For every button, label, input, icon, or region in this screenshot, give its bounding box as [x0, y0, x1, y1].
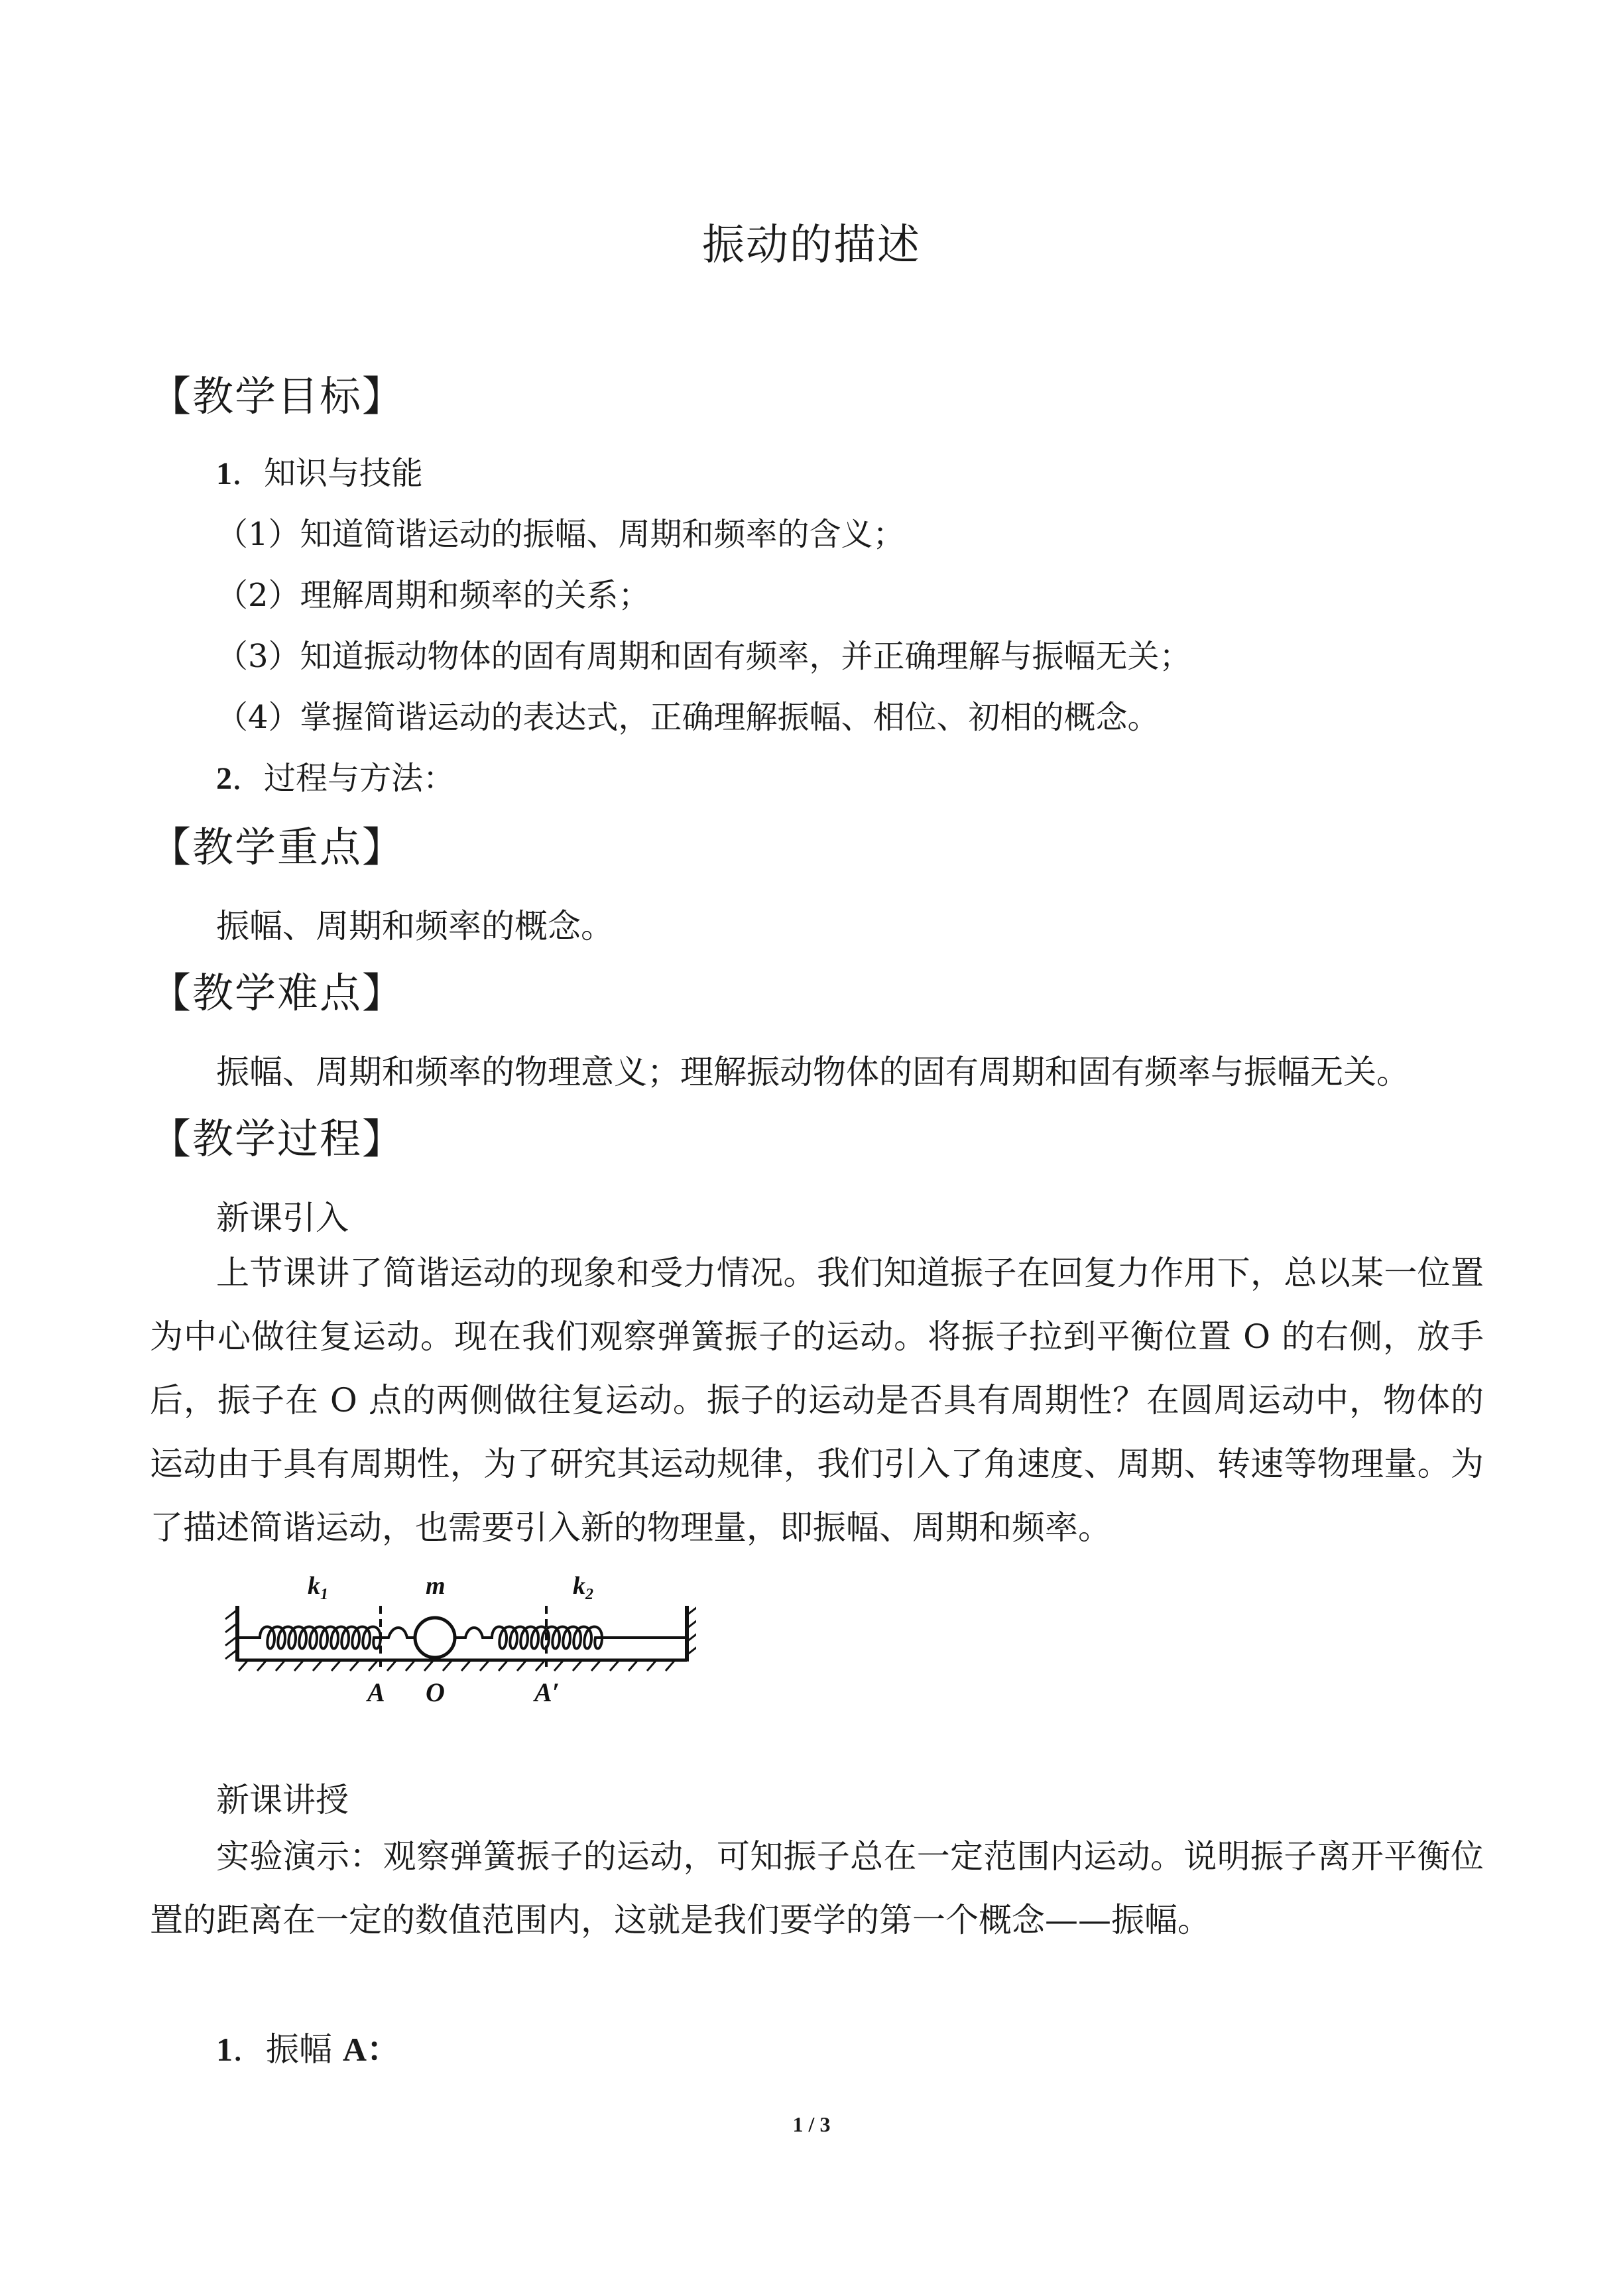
left-spring [237, 1627, 416, 1649]
mass-ball [415, 1618, 455, 1658]
amplitude-label: ．振幅 [233, 2030, 343, 2069]
heading-process: 【教学过程】 [150, 1115, 405, 1163]
objective-sub-3: （3）知道振动物体的固有周期和固有频率，并正确理解与振幅无关； [216, 638, 1191, 675]
objective-item-2-number: 2 [216, 761, 232, 796]
amplitude-heading [216, 2030, 400, 2069]
label-k2: $k_2$ [573, 1572, 593, 1603]
objective-item-1-number: 1 [216, 456, 232, 491]
lecture-paragraph: 实验演示：观察弹簧振子的运动，可知振子总在一定范围内运动。说明振子离开平衡位置的距离在一定的数值范围内，这就是我们要学的第一个概念——振幅。 [150, 1837, 1484, 1939]
intro-label: 新课引入 [216, 1199, 349, 1237]
key-points-text: 振幅、周期和频率的概念。 [216, 907, 614, 945]
label-a: A [367, 1677, 385, 1707]
label-k1: $k_1$ [308, 1572, 328, 1603]
heading-key-points: 【教学重点】 [150, 823, 405, 871]
objective-sub-2: （2）理解周期和频率的关系； [216, 577, 650, 614]
document-title: 振动的描述 [702, 221, 921, 270]
objective-item-2-label: ．过程与方法： [232, 760, 455, 797]
label-a-prime: A′ [534, 1677, 560, 1707]
difficulties-text: 振幅、周期和频率的物理意义；理解振动物体的固有周期和固有频率与振幅无关。 [216, 1053, 1410, 1091]
lecture-label: 新课讲授 [216, 1781, 349, 1819]
spring-oscillator-figure [219, 1559, 696, 1712]
objective-item-1 [216, 457, 423, 490]
page-number: 1 / 3 [792, 2112, 831, 2136]
label-o: O [426, 1677, 445, 1707]
amplitude-symbol: A： [342, 2031, 400, 2068]
right-spring [455, 1627, 687, 1649]
objective-item-1-label: ．知识与技能 [232, 455, 424, 492]
objective-item-2 [216, 762, 455, 795]
intro-paragraph: 上节课讲了简谐运动的现象和受力情况。我们知道振子在回复力作用下，总以某一位置为中心做往复运动。现在我们观察弹簧振子的运动。将振子拉到平衡位置 O 的右侧，放手后，振子在 O 点的两侧做往复运动。振子的运动是否具有周期性？在圆周运动中，物体的运动由于具有周期性，为了研究其运动规律，我们引入了角速度、周期、转速等物理量。为了描述简谐运动，也需要引入新的物理量，即振幅、周期和频率。 [150, 1254, 1484, 1547]
amplitude-number: 1 [216, 2031, 233, 2068]
label-m: m [426, 1572, 446, 1600]
heading-objectives: 【教学目标】 [150, 372, 405, 420]
objective-sub-4: （4）掌握简谐运动的表达式，正确理解振幅、相位、初相的概念。 [216, 699, 1160, 736]
heading-difficulties: 【教学难点】 [150, 969, 405, 1017]
objective-sub-1: （1）知道简谐运动的振幅、周期和频率的含义； [216, 516, 905, 553]
